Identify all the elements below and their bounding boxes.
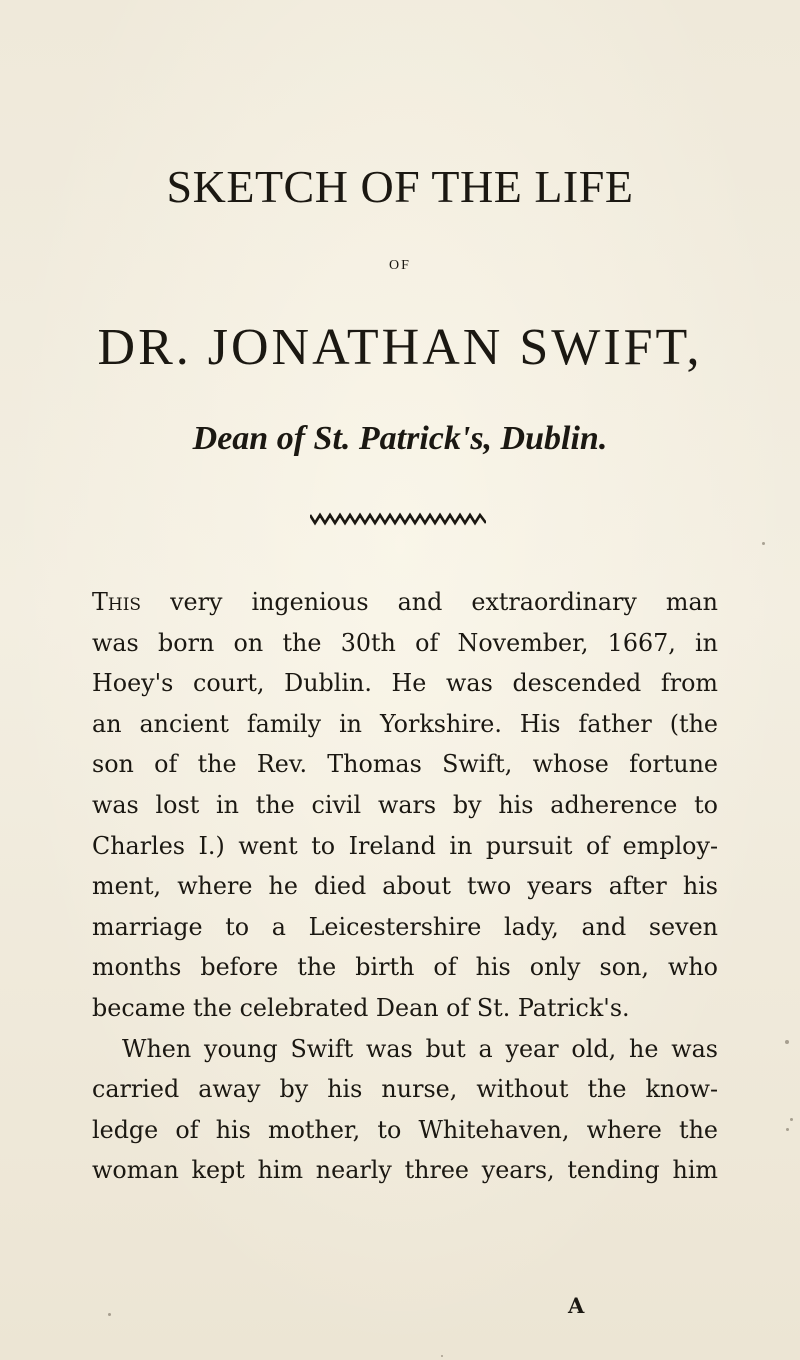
text-line: was born on the 30th of November, 1667, in — [92, 628, 718, 657]
text-line: When young Swift was but a year old, he was — [122, 1034, 718, 1063]
text-line: became the celebrated Dean of St. Patrick's. — [92, 993, 630, 1022]
text-line: ment, where he died about two years after his — [92, 872, 718, 901]
subject-name: DR. JONATHAN SWIFT, — [97, 319, 703, 376]
text-line: Charles I.) went to Ireland in pursuit of employ- — [92, 831, 718, 860]
text-line: woman kept him nearly three years, tending him — [92, 1156, 718, 1185]
text-line: months before the birth of his only son, who — [92, 953, 718, 982]
text-line: carried away by his nurse, without the know- — [92, 1075, 718, 1104]
subject-subtitle: Dean of St. Patrick's, Dublin. — [192, 420, 608, 457]
text-line: This very ingenious and extraordinary man — [92, 588, 718, 616]
title-connector: OF — [389, 258, 411, 273]
text-line: marriage to a Leicestershire lady, and seven — [92, 912, 718, 941]
text-line: son of the Rev. Thomas Swift, whose fortune — [92, 750, 718, 779]
text-line: was lost in the civil wars by his adherence to — [92, 790, 718, 819]
text-line: Hoey's court, Dublin. He was descended from — [92, 669, 718, 698]
page-title: SKETCH OF THE LIFE — [166, 161, 634, 212]
signature-mark: A — [568, 1293, 585, 1318]
text-line: an ancient family in Yorkshire. His father (the — [92, 709, 718, 738]
body-paragraph — [92, 582, 718, 1191]
drop-word: This — [92, 588, 142, 616]
wavy-rule-ornament — [310, 512, 486, 526]
text-line: ledge of his mother, to Whitehaven, where the — [92, 1115, 718, 1144]
